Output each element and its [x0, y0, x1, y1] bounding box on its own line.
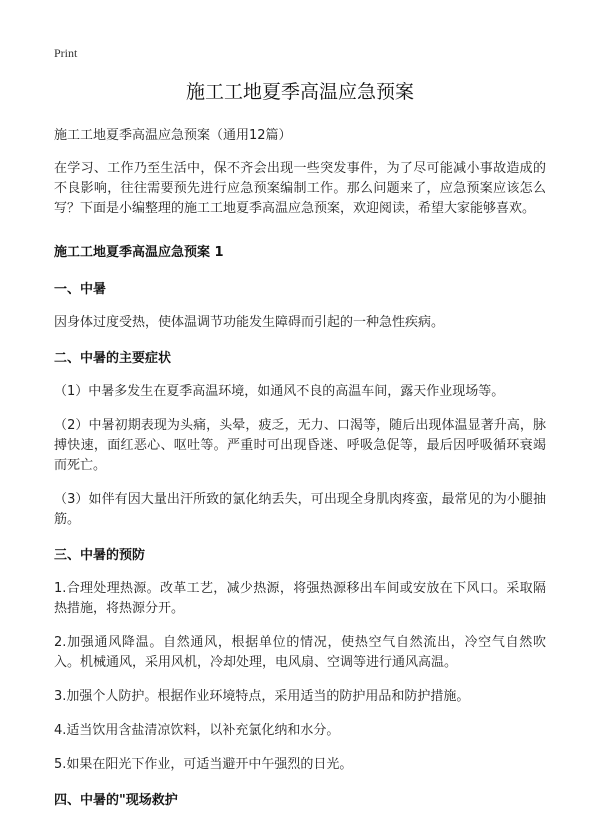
section-paragraph: 3.加强个人防护。根据作业环境特点，采用适当的防护用品和防护措施。: [54, 689, 470, 704]
section-paragraph: 4.适当饮用含盐清凉饮料，以补充氯化纳和水分。: [54, 723, 340, 738]
section-heading: 三、中暑的预防: [54, 548, 146, 563]
print-label: Print: [54, 46, 78, 60]
article-heading: 施工工地夏季高温应急预案 1: [54, 245, 224, 260]
section-paragraph: 5.如果在阳光下作业，可适当避开中午强烈的日光。: [54, 757, 353, 772]
section-paragraph: 1.合理处理热源。改革工艺，减少热源，将强热源移出车间或安放在下风口。采取隔热措施，将热源分开。: [54, 581, 546, 616]
section-paragraph: （2）中暑初期表现为头痛，头晕，疲乏，无力、口渴等，随后出现体温显著升高，脉搏快速，面红恶心、呕吐等。严重时可出现昏迷、呼吸急促等，最后因呼吸循环衰竭而死亡。: [54, 418, 546, 473]
section-paragraph: 2.加强通风降温。自然通风，根据单位的情况，使热空气自然流出，冷空气自然吹入。机械通风，采用风机，冷却处理，电风扇、空调等进行通风高温。: [54, 635, 546, 670]
section-paragraph: （1）中暑多发生在夏季高温环境，如通风不良的高温车间，露天作业现场等。: [54, 384, 505, 399]
section-heading: 四、中暑的"现场救护: [54, 793, 178, 808]
document-title: 施工工地夏季高温应急预案: [185, 81, 414, 103]
section-heading: 一、中暑: [54, 282, 107, 297]
section-heading: 二、中暑的主要症状: [54, 351, 172, 366]
section-paragraph: （3）如伴有因大量出汗所致的氯化纳丢失，可出现全身肌肉疼蛮，最常见的为小腿抽筋。: [54, 492, 546, 527]
sections-container: [54, 278, 546, 808]
intro-paragraph: 在学习、工作乃至生活中，保不齐会出现一些突发事件，为了尽可能减小事故造成的不良影响，往往需要预先进行应急预案编制工作。那么问题来了，应急预案应该怎么写？下面是小编整理的施工工地夏季高温应急预案，欢迎阅读，希望大家能够喜欢。: [54, 161, 546, 216]
document-subtitle: 施工工地夏季高温应急预案（通用12篇）: [54, 128, 292, 143]
section-paragraph: 因身体过度受热，使体温调节功能发生障碍而引起的一种急性疾病。: [54, 315, 445, 330]
